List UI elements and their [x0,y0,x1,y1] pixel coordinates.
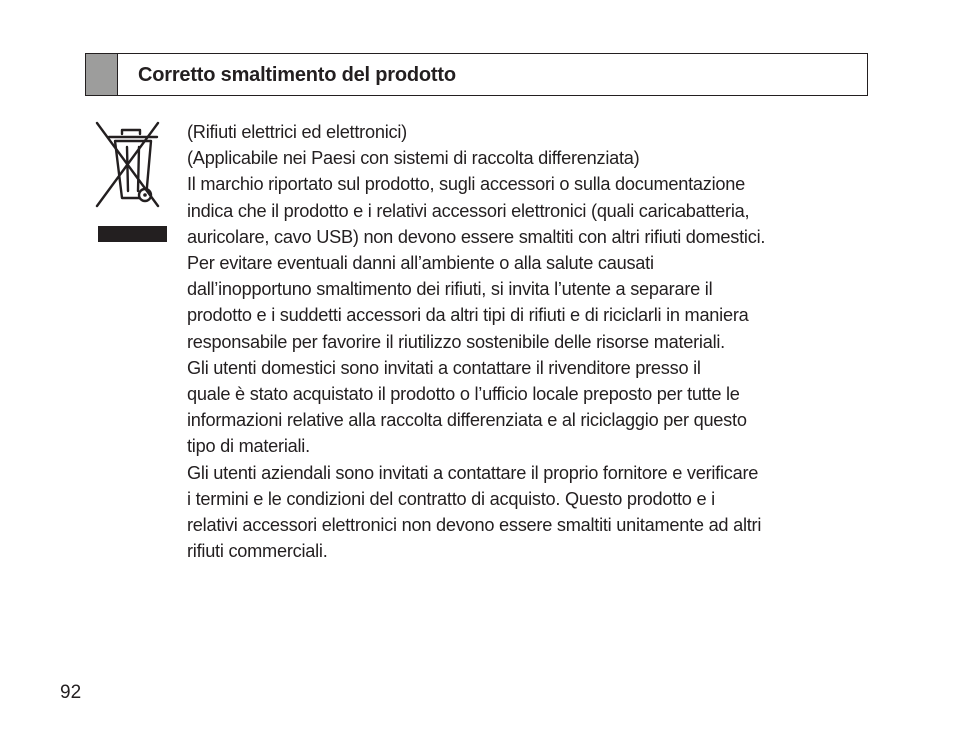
text-line: (Applicabile nei Paesi con sistemi di raccolta differenziata) [187,148,640,169]
text-line: (Rifiuti elettrici ed elettronici) [187,122,407,142]
text-line: responsabile per favorire il riutilizzo sostenibile delle risorse materiali. [187,331,725,352]
text-line: auricolare, cavo USB) non devono essere smaltiti con altri rifiuti domestici. [187,226,766,247]
page-number: 92 [60,682,82,703]
text-line: rifiuti commerciali. [187,541,328,562]
text-line: prodotto e i suddetti accessori da altri tipi di rifiuti e di riciclarli in maniera [187,305,749,326]
text-line: quale è stato acquistato il prodotto o l’ufficio locale preposto per tutte le [187,384,740,405]
text-line: Per evitare eventuali danni all’ambiente o alla salute causati [187,253,654,274]
text-line: informazioni relative alla raccolta differenziata e al riciclaggio per questo [187,410,747,431]
disposal-instructions [187,119,867,564]
text-line: Gli utenti aziendali sono invitati a contattare il proprio fornitore e verificare [187,462,759,483]
text-line: tipo di materiali. [187,436,310,457]
text-line: dall’inopportuno smaltimento dei rifiuti, si invita l’utente a separare il [187,279,713,300]
text-line: Gli utenti domestici sono invitati a contattare il rivenditore presso il [187,357,701,378]
text-line: i termini e le condizioni del contratto di acquisto. Questo prodotto e i [187,488,715,509]
header-color-swatch [86,54,118,95]
text-line: relativi accessori elettronici non devono essere smaltiti unitamente ad altri [187,515,762,536]
crossed-out-wheelie-bin-icon [93,120,171,245]
section-title: Corretto smaltimento del prodotto [138,64,456,86]
text-line: Il marchio riportato sul prodotto, sugli accessori o sulla documentazione [187,174,745,195]
text-line: indica che il prodotto e i relativi accessori elettronici (quali caricabatteria, [187,200,750,221]
section-header [85,53,868,96]
